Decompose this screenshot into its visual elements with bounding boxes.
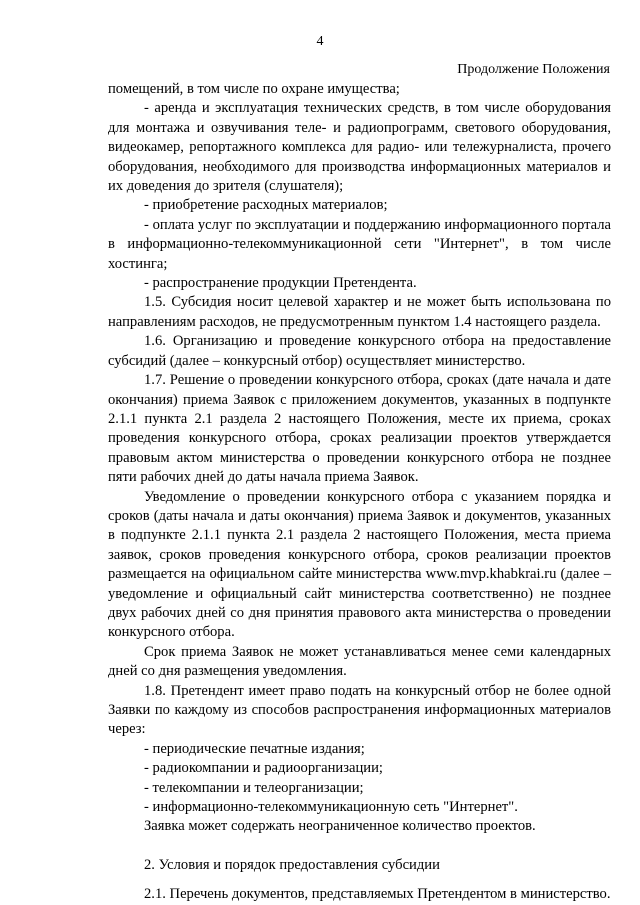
list-item: - информационно-телекоммуникационную сеть "Интернет". [144,799,518,816]
page-number: 4 [316,34,324,49]
list-item: - аренда и эксплуатация технических средств, в том числе оборудования для монтажа и озвучивания теле- и радиопрограмм, светового оборудования, видеокамер, репортажного комплекса для радио- или тележурналиста, прочего оборудования, необходимого для производства информационных материалов и их доведения до зрителя (слушателя); [108,100,611,195]
list-item: - радиокомпании и радиоорганизации; [144,760,383,777]
section-heading: 2. Условия и порядок предоставления субсидии [144,856,440,873]
paragraph: 1.8. Претендент имеет право подать на конкурсный отбор не более одной Заявки по каждому из способов распространения информационных материалов через: [108,682,611,738]
paragraph: Срок приема Заявок не может устанавливаться менее семи календарных дней со дня размещения уведомления. [108,643,611,680]
list-item: - оплата услуг по эксплуатации и поддержанию информационного портала в информационно-телекоммуникационной сети "Интернет", в том числе хостинга; [108,216,611,272]
list-item: - периодические печатные издания; [144,740,365,757]
paragraph: 1.6. Организацию и проведение конкурсного отбора на предоставление субсидий (далее – конкурсный отбор) осуществляет министерство. [108,333,611,369]
paragraph: 2.1. Перечень документов, представляемых Претендентом в министерство. [144,886,611,903]
paragraph: 1.7. Решение о проведении конкурсного отбора, сроках (дате начала и дате окончания) приема Заявок с приложением документов, указанных в подпункте 2.1.1 пункта 2.1 раздела 2 настоящего Положения, месте их приема, сроках проведения конкурсного отбора, сроках реализации проектов утверждается правовым актом министерства о проведении конкурсного отбора не позднее пяти рабочих дней до даты начала приема Заявок. [108,372,611,486]
paragraph: помещений, в том числе по охране имущества; [108,81,400,97]
paragraph: Заявка может содержать неограниченное количество проектов. [144,818,536,835]
list-item: - распространение продукции Претендента. [144,275,417,292]
document-body [108,80,611,905]
continuation-header: Продолжение Положения [457,62,610,77]
list-item: - приобретение расходных материалов; [144,197,388,214]
paragraph: Уведомление о проведении конкурсного отбора с указанием порядка и сроков (даты начала и даты окончания) приема Заявок и документов, указанных в подпункте 2.1.1 пункта 2.1 раздела 2 настоящего Положения, места приема заявок, сроков проведения конкурсного отбора, сроков реализации проектов размещается на официальном сайте министерства www.mvp.khabkrai.ru (далее – уведомление и официальный сайт министерства соответственно) не позднее двух рабочих дней со дня принятия правового акта министерства о проведении конкурсного отбора. [108,488,611,641]
paragraph: 1.5. Субсидия носит целевой характер и не может быть использована по направлениям расходов, не предусмотренным пунктом 1.4 настоящего раздела. [108,294,611,330]
list-item: - телекомпании и телеорганизации; [144,779,364,796]
